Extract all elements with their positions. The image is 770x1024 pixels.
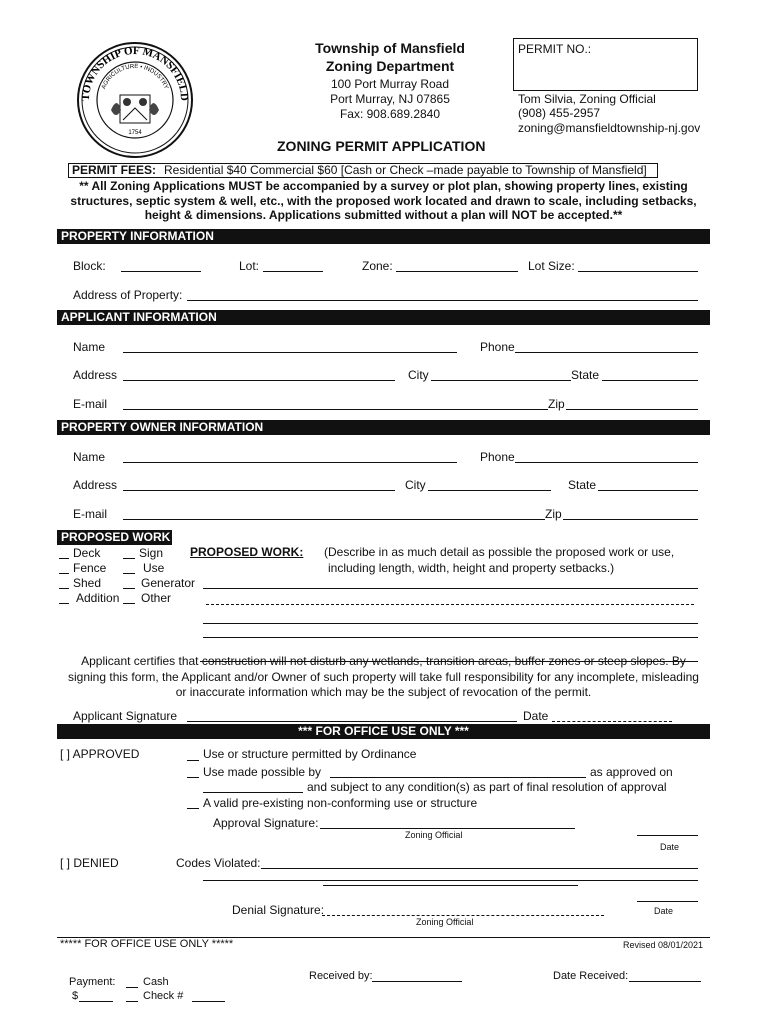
approval-signature-label: Approval Signature: [213,816,319,830]
address-line2: Port Murray, NJ 07865 [330,92,450,106]
certify-strikeline [200,661,698,662]
applicant-name-field[interactable] [123,352,457,353]
payment-label: Payment: [69,976,116,988]
opt2-approved-on: as approved on [590,765,673,779]
zone-label: Zone: [362,259,393,273]
department-name: Zoning Department [325,58,455,74]
applicant-state-field[interactable] [602,380,698,381]
proposed-work-line2[interactable] [206,604,694,605]
township-seal-logo [75,40,195,160]
denial-signature-label: Denial Signature: [232,903,325,917]
denial-date-label: Date [654,906,674,916]
sign-checkbox[interactable] [123,558,135,559]
use-checkbox[interactable] [123,573,135,574]
owner-email-field[interactable] [123,519,545,520]
fence-checkbox[interactable] [59,573,69,574]
check-label: Check # [143,990,184,1002]
check-checkbox[interactable] [126,1001,138,1002]
owner-phone-field[interactable] [515,462,698,463]
received-by-label: Received by: [309,970,373,982]
applicant-info-heading: APPLICANT INFORMATION [57,310,710,325]
approval-date-label: Date [660,842,680,852]
applicant-address-label: Address [73,368,118,382]
fees-box [68,163,658,178]
official-email: zoning@mansfieldtownship-nj.gov [518,121,701,135]
addition-label: Addition [76,591,120,605]
generator-label: Generator [141,576,196,590]
owner-state-label: State [568,478,597,492]
notice-line3: height & dimensions. Applications submitted without a plan will NOT be accepted.** [144,208,623,222]
owner-info-heading: PROPERTY OWNER INFORMATION [57,420,710,435]
block-field[interactable] [121,271,201,272]
applicant-city-label: City [408,368,429,382]
applicant-state-label: State [571,368,600,382]
svg-text:AGRICULTURE • INDUSTRY [101,64,169,90]
addition-checkbox[interactable] [59,603,69,604]
property-info-heading: PROPERTY INFORMATION [57,229,710,244]
certify-line1: Applicant certifies that construction will not disturb any wetlands, transition areas, buffer zones or steep slopes. By [81,654,686,668]
applicant-date-label: Date [523,709,549,723]
denial-signature-field[interactable] [322,915,604,916]
owner-email-label: E-mail [73,507,108,521]
date-received-label: Date Received: [553,970,629,982]
shed-label: Shed [73,576,102,590]
form-title: ZONING PERMIT APPLICATION [277,138,486,154]
opt3-label: A valid pre-existing non-conforming use or structure [203,796,478,810]
deck-checkbox[interactable] [59,558,69,559]
lot-size-field[interactable] [578,271,698,272]
owner-city-field[interactable] [428,490,551,491]
applicant-zip-label: Zip [548,397,565,411]
codes-violated-field2[interactable] [203,880,698,881]
owner-phone-label: Phone [480,450,515,464]
certify-line2: signing this form, the Applicant and/or Owner of such property will take full responsibility for any incomplete, misleading [68,670,699,684]
other-checkbox[interactable] [123,603,135,604]
owner-address-label: Address [73,478,118,492]
certify-line3: or inaccurate information which may be the subject of revocation of the permit. [175,685,592,699]
opt2-label: Use made possible by [203,765,322,779]
applicant-name-label: Name [73,340,106,354]
proposed-work-heading: PROPOSED WORK [57,530,172,545]
block-label: Block: [73,259,106,273]
notice-line1: ** All Zoning Applications MUST be accompanied by a survey or plot plan, showing property lines, existing [79,179,688,193]
date-received-field[interactable] [629,981,701,982]
lot-label: Lot: [239,259,260,273]
seal-motto: AGRICULTURE • INDUSTRY [101,63,169,91]
applicant-signature-label: Applicant Signature [73,709,178,723]
opt1-checkbox[interactable] [187,760,199,761]
payment-dollar: $ [72,990,79,1002]
owner-state-field[interactable] [598,490,698,491]
opt2-field[interactable] [330,777,586,778]
property-address-label: Address of Property: [73,288,183,302]
permit-number-box[interactable] [513,38,698,91]
opt1-label: Use or structure permitted by Ordinance [203,747,417,761]
use-label: Use [143,561,165,575]
codes-violated-label: Codes Violated: [176,856,261,870]
received-by-field[interactable] [372,981,462,982]
cash-label: Cash [143,976,169,988]
zone-field[interactable] [396,271,518,272]
proposed-work-label: PROPOSED WORK: [190,545,304,559]
seal-text: TOWNSHIP OF MANSFIELD [79,44,191,102]
deck-label: Deck [73,546,101,560]
opt2-date-field[interactable] [203,792,303,793]
owner-address-field[interactable] [123,490,395,491]
seal-year: 1754 [128,130,142,136]
property-address-field[interactable] [187,300,698,301]
owner-name-label: Name [73,450,106,464]
township-name: Township of Mansfield [315,40,465,56]
sign-label: Sign [139,546,164,560]
fax-number: Fax: 908.689.2840 [339,107,441,121]
owner-name-field[interactable] [123,462,457,463]
address-line1: 100 Port Murray Road [330,77,450,91]
denied-checkbox[interactable]: [ ] DENIED [60,856,119,870]
proposed-work-line3[interactable] [203,623,698,624]
codes-violated-field1[interactable] [261,868,698,869]
lot-size-label: Lot Size: [528,259,575,273]
applicant-signature-field[interactable] [187,721,517,722]
lot-field[interactable] [263,271,323,272]
permit-no-label: PERMIT NO.: [518,42,592,56]
svg-text:TOWNSHIP OF MANSFIELD [80,45,190,101]
fence-label: Fence [73,561,107,575]
check-number-field[interactable] [192,1001,225,1002]
applicant-email-field[interactable] [123,409,548,410]
applicant-city-field[interactable] [431,380,571,381]
proposed-work-desc1: (Describe in as much detail as possible the proposed work or use, [324,545,675,559]
applicant-date-field[interactable] [552,721,672,722]
opt2-condition-text: and subject to any condition(s) as part of final resolution of approval [307,780,667,794]
denial-date-field[interactable] [637,901,698,902]
office-use-heading: *** FOR OFFICE USE ONLY *** [57,724,710,739]
fees-label: PERMIT FEES: [72,163,157,177]
approval-signature-field[interactable] [320,828,575,829]
notice-line2: structures, septic system & well, etc., with the proposed work located and drawn to scale, including setbacks, [70,194,697,208]
applicant-phone-field[interactable] [515,352,698,353]
approval-date-field[interactable] [637,835,698,836]
proposed-work-line4[interactable] [203,637,698,638]
opt2-checkbox[interactable] [187,777,199,778]
fees-text: Residential $40 Commercial $60 [Cash or Check –made payable to Township of Mansfield] [164,163,647,177]
official-name: Tom Silvia, Zoning Official [518,92,656,106]
shed-checkbox[interactable] [59,588,69,589]
approved-checkbox[interactable]: [ ] APPROVED [60,747,140,761]
codes-violated-field3[interactable] [323,885,578,886]
payment-amount-field[interactable] [79,1001,113,1002]
footer-office-use: ***** FOR OFFICE USE ONLY ***** [60,938,234,950]
generator-checkbox[interactable] [123,588,135,589]
denial-zoning-official: Zoning Official [416,917,474,927]
owner-zip-field[interactable] [563,519,698,520]
cash-checkbox[interactable] [126,987,138,988]
official-phone: (908) 455-2957 [518,106,601,120]
other-label: Other [141,591,172,605]
applicant-zip-field[interactable] [566,409,698,410]
revised-date: Revised 08/01/2021 [623,940,704,950]
applicant-email-label: E-mail [73,397,108,411]
applicant-phone-label: Phone [480,340,515,354]
owner-city-label: City [405,478,426,492]
proposed-work-line1[interactable] [203,588,698,589]
proposed-work-desc2: including length, width, height and property setbacks.) [328,561,615,575]
opt3-checkbox[interactable] [187,808,199,809]
approval-zoning-official: Zoning Official [405,830,463,840]
owner-zip-label: Zip [545,507,562,521]
applicant-address-field[interactable] [123,380,395,381]
